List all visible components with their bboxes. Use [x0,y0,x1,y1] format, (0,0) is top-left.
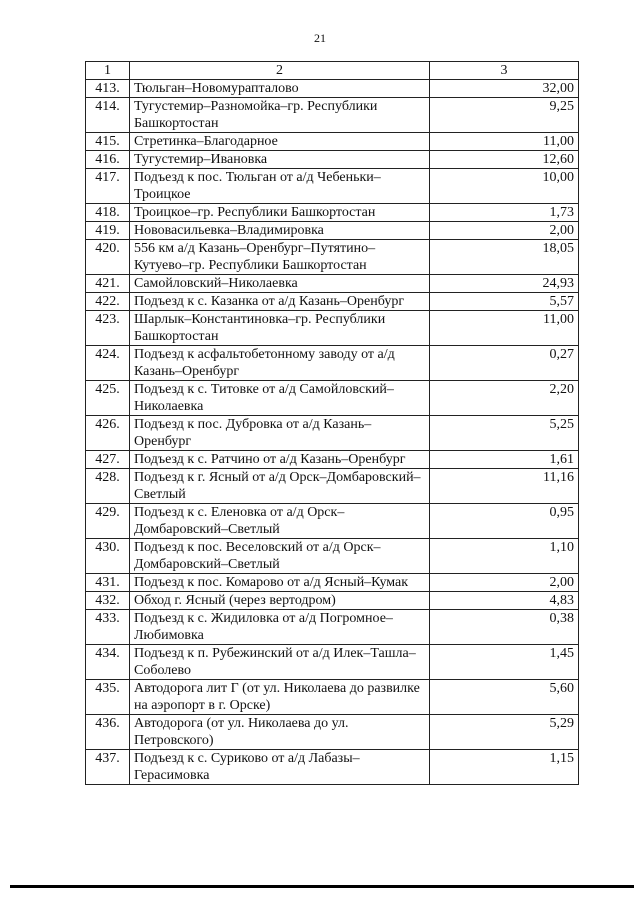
table-row [86,750,579,785]
table-row [86,381,579,416]
row-number: 417. [86,169,130,204]
row-number: 431. [86,574,130,592]
road-name: Подъезд к с. Еленовка от а/д Орск–Домбаровский–Светлый [130,504,430,539]
road-length: 4,83 [430,592,579,610]
road-length: 1,61 [430,451,579,469]
table-row [86,645,579,680]
row-number: 418. [86,204,130,222]
road-name: Троицкое–гр. Республики Башкортостан [130,204,430,222]
road-name: 556 км а/д Казань–Оренбург–Путятино–Кутуево–гр. Республики Башкортостан [130,240,430,275]
table-row [86,346,579,381]
row-number: 435. [86,680,130,715]
row-number: 420. [86,240,130,275]
road-length: 0,38 [430,610,579,645]
row-number: 433. [86,610,130,645]
column-header-number: 1 [86,62,130,80]
table-row [86,592,579,610]
table-row [86,222,579,240]
road-length: 2,20 [430,381,579,416]
road-name: Подъезд к пос. Дубровка от а/д Казань–Оренбург [130,416,430,451]
row-number: 413. [86,80,130,98]
road-length: 0,27 [430,346,579,381]
table-header-row [86,62,579,80]
roads-table [85,61,579,785]
row-number: 415. [86,133,130,151]
road-length: 9,25 [430,98,579,133]
row-number: 432. [86,592,130,610]
road-name: Нововасильевка–Владимировка [130,222,430,240]
road-name: Автодорога (от ул. Николаева до ул. Петровского) [130,715,430,750]
bottom-rule [10,885,634,888]
road-length: 5,25 [430,416,579,451]
road-length: 2,00 [430,574,579,592]
column-header-length: 3 [430,62,579,80]
row-number: 427. [86,451,130,469]
road-length: 0,95 [430,504,579,539]
road-name: Тюльган–Новомурапталово [130,80,430,98]
table-row [86,275,579,293]
road-name: Подъезд к пос. Комарово от а/д Ясный–Кумак [130,574,430,592]
row-number: 436. [86,715,130,750]
road-length: 32,00 [430,80,579,98]
table-row [86,574,579,592]
table-row [86,293,579,311]
table-row [86,715,579,750]
road-name: Подъезд к пос. Веселовский от а/д Орск–Домбаровский–Светлый [130,539,430,574]
table-row [86,469,579,504]
table-row [86,204,579,222]
road-name: Тугустемир–Ивановка [130,151,430,169]
road-length: 1,73 [430,204,579,222]
row-number: 434. [86,645,130,680]
road-name: Подъезд к г. Ясный от а/д Орск–Домбаровский–Светлый [130,469,430,504]
table-row [86,98,579,133]
road-length: 1,45 [430,645,579,680]
road-name: Автодорога лит Г (от ул. Николаева до развилке на аэропорт в г. Орске) [130,680,430,715]
road-length: 1,15 [430,750,579,785]
road-name: Стретинка–Благодарное [130,133,430,151]
row-number: 425. [86,381,130,416]
table-row [86,680,579,715]
page-number: 21 [314,31,326,45]
road-name: Подъезд к п. Рубежинский от а/д Илек–Ташла–Соболево [130,645,430,680]
road-name: Подъезд к с. Казанка от а/д Казань–Оренбург [130,293,430,311]
table-row [86,169,579,204]
road-name: Подъезд к с. Жидиловка от а/д Погромное–Любимовка [130,610,430,645]
road-length: 24,93 [430,275,579,293]
road-name: Подъезд к с. Ратчино от а/д Казань–Оренбург [130,451,430,469]
column-header-name: 2 [130,62,430,80]
road-name: Подъезд к асфальтобетонному заводу от а/д Казань–Оренбург [130,346,430,381]
row-number: 422. [86,293,130,311]
row-number: 424. [86,346,130,381]
road-name: Самойловский–Николаевка [130,275,430,293]
row-number: 430. [86,539,130,574]
road-length: 5,57 [430,293,579,311]
row-number: 414. [86,98,130,133]
row-number: 419. [86,222,130,240]
table-row [86,504,579,539]
road-length: 11,00 [430,311,579,346]
road-length: 5,60 [430,680,579,715]
road-name: Подъезд к с. Суриково от а/д Лабазы–Герасимовка [130,750,430,785]
road-name: Подъезд к с. Титовке от а/д Самойловский–Николаевка [130,381,430,416]
road-length: 5,29 [430,715,579,750]
row-number: 429. [86,504,130,539]
road-length: 12,60 [430,151,579,169]
table-row [86,311,579,346]
table-row [86,240,579,275]
table-row [86,610,579,645]
road-name: Обход г. Ясный (через вертодром) [130,592,430,610]
row-number: 416. [86,151,130,169]
row-number: 421. [86,275,130,293]
road-length: 2,00 [430,222,579,240]
road-length: 18,05 [430,240,579,275]
table-row [86,133,579,151]
table-row [86,451,579,469]
row-number: 437. [86,750,130,785]
row-number: 428. [86,469,130,504]
row-number: 426. [86,416,130,451]
road-name: Тугустемир–Разномойка–гр. Республики Башкортостан [130,98,430,133]
table-row [86,80,579,98]
road-length: 11,00 [430,133,579,151]
road-length: 1,10 [430,539,579,574]
road-name: Шарлык–Константиновка–гр. Республики Башкортостан [130,311,430,346]
road-length: 10,00 [430,169,579,204]
road-length: 11,16 [430,469,579,504]
table-row [86,416,579,451]
row-number: 423. [86,311,130,346]
table-row [86,151,579,169]
table-row [86,539,579,574]
road-name: Подъезд к пос. Тюльган от а/д Чебеньки–Троицкое [130,169,430,204]
